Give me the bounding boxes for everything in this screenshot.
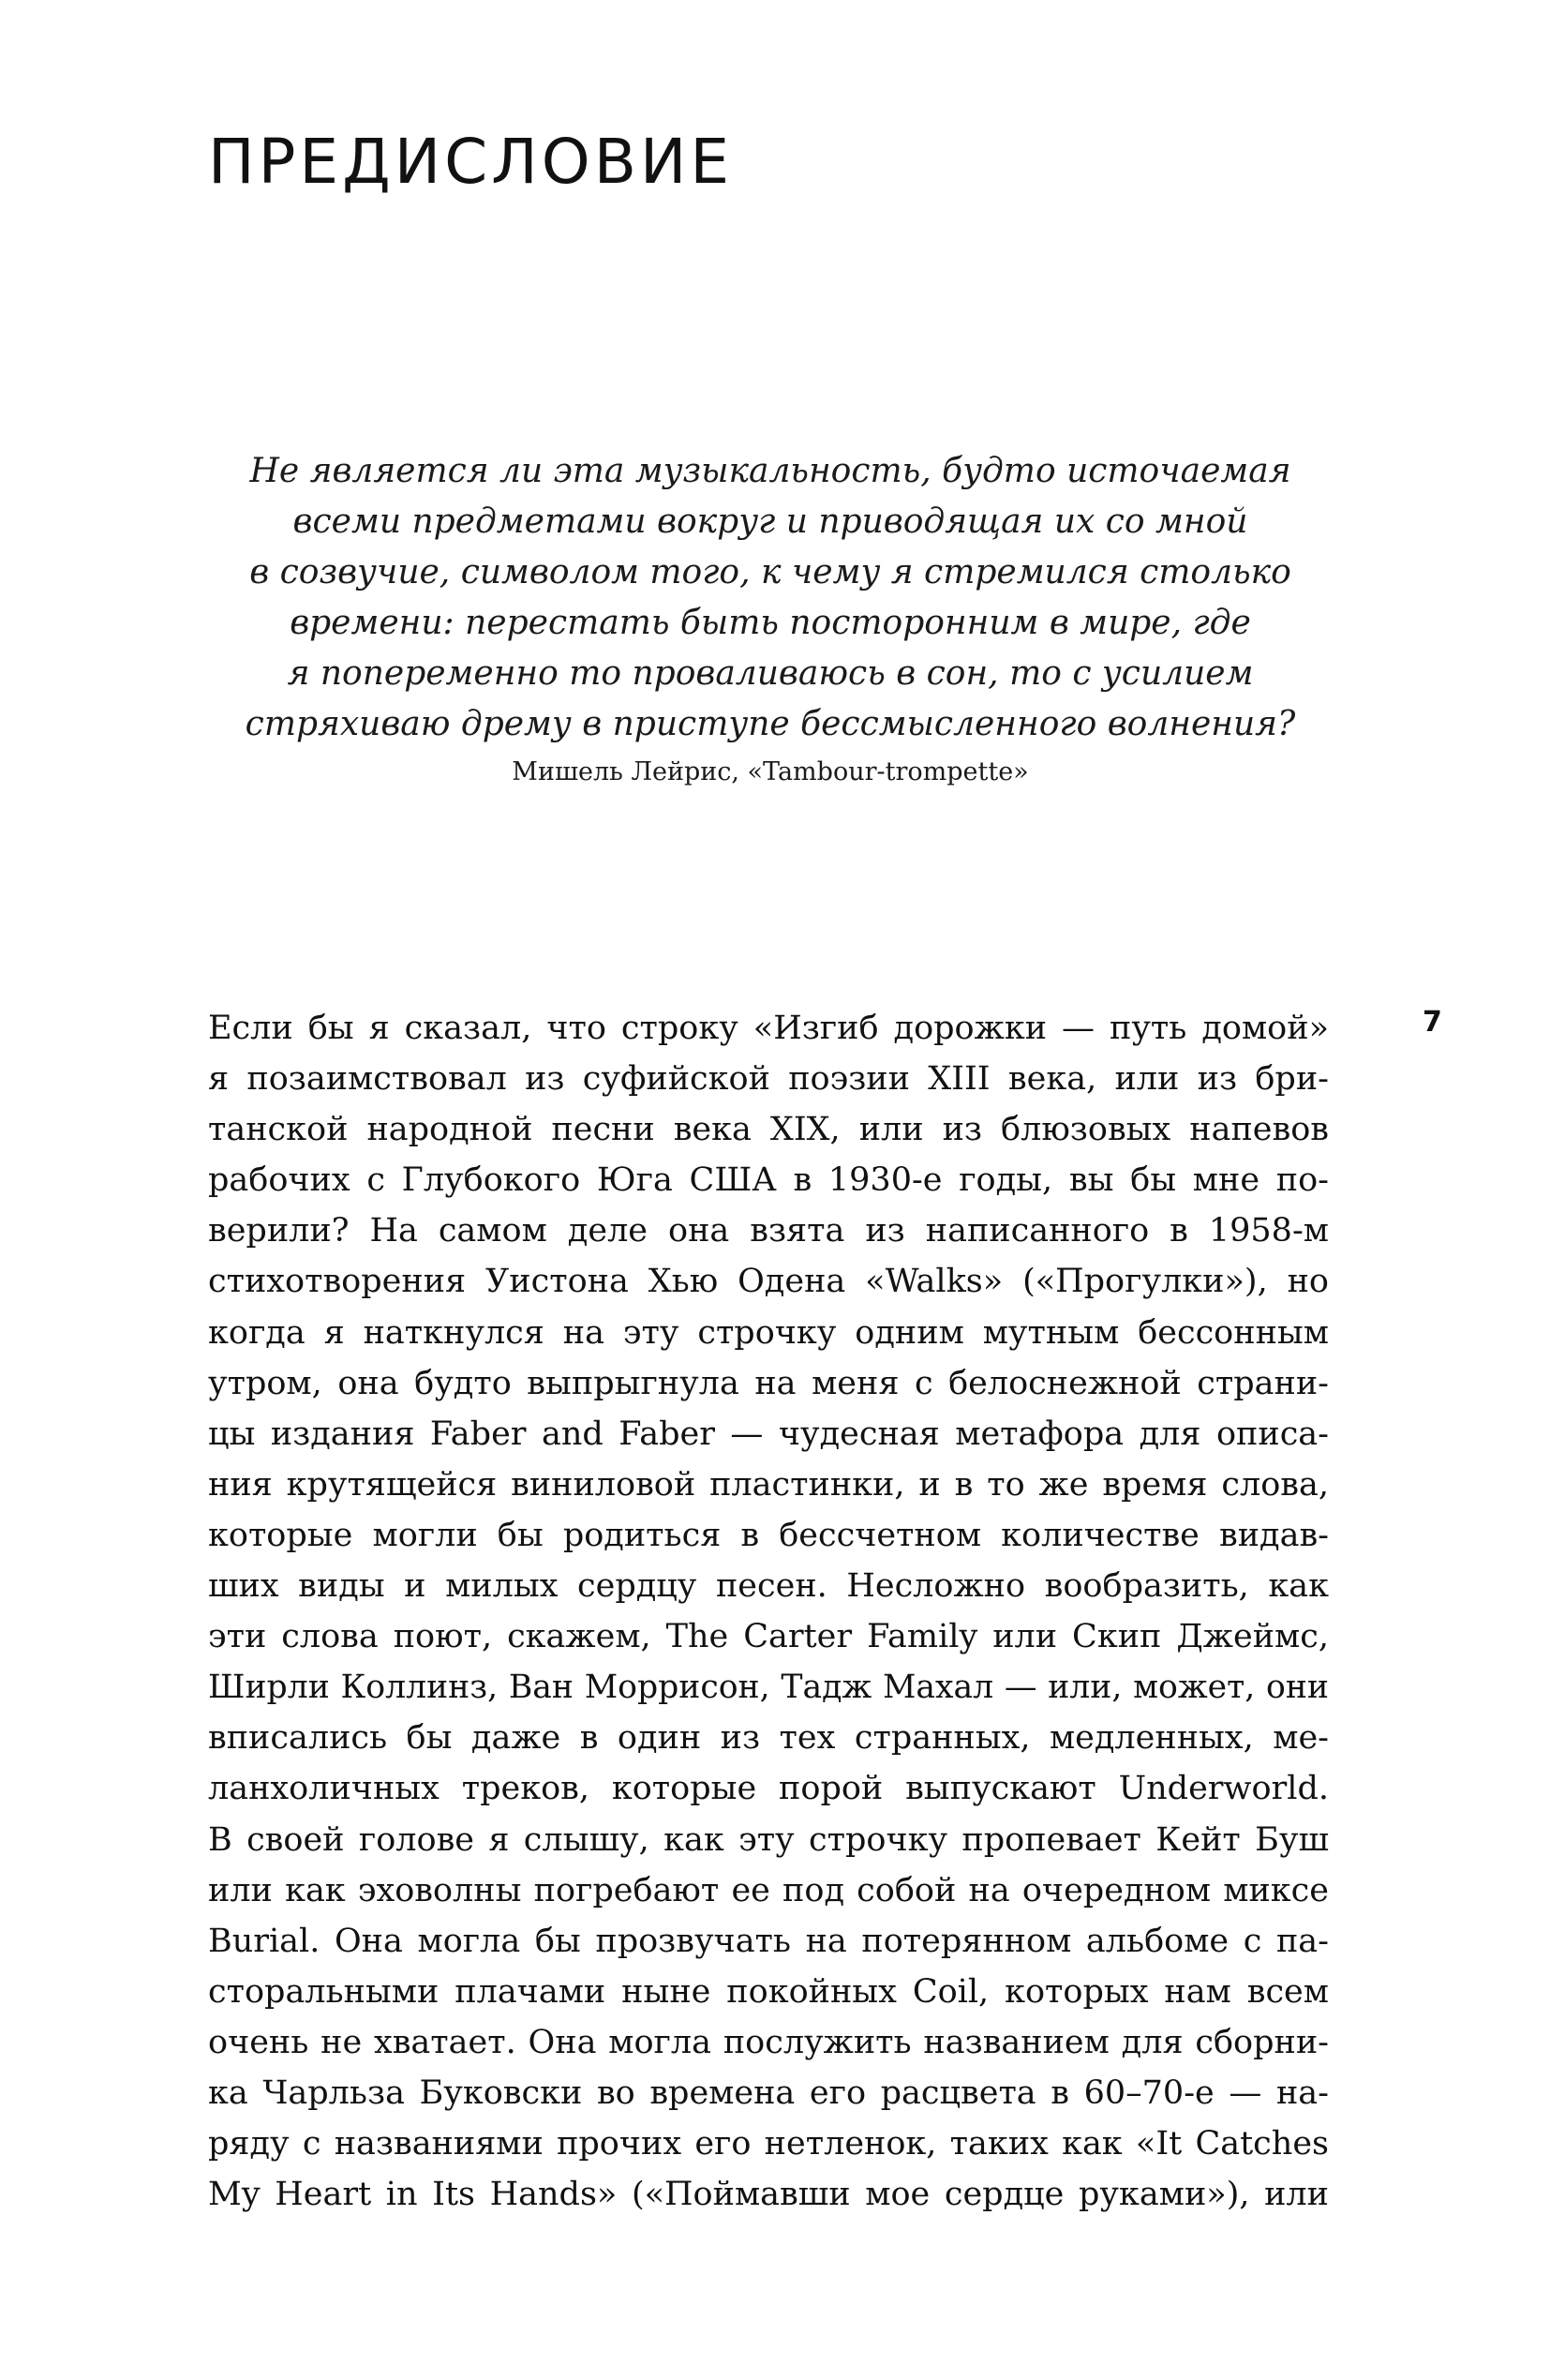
- body-line: танской народной песни века XIX, или из блюзовых напевов: [208, 1111, 1329, 1149]
- body-line: ланхоличных треков, которые порой выпускают Underworld.: [208, 1770, 1329, 1808]
- epigraph-line: стряхиваю дрему в приступе бессмысленного волнения?: [245, 705, 1296, 743]
- body-line: очень не хватает. Она могла послужить названием для сборни-: [208, 2023, 1329, 2061]
- body-line: ка Чарльза Буковски во времена его расцвета в 60–70-е — на-: [208, 2073, 1329, 2112]
- body-line: утром, она будто выпрыгнула на меня с белоснежной страни-: [208, 1364, 1329, 1402]
- body-line: которые могли бы родиться в бессчетном количестве видав-: [208, 1516, 1329, 1554]
- body-line: цы издания Faber and Faber — чудесная метафора для описа-: [208, 1415, 1329, 1453]
- body-line: Burial. Она могла бы прозвучать на потерянном альбоме с па-: [208, 1922, 1329, 1960]
- body-line: стихотворения Уистона Хью Одена «Walks» («Прогулки»), но: [208, 1263, 1329, 1301]
- body-line: вписались бы даже в один из тех странных, медленных, ме-: [208, 1719, 1329, 1758]
- epigraph-line: Не является ли эта музыкальность, будто источаемая: [249, 452, 1291, 490]
- epigraph-line: всеми предметами вокруг и приводящая их со мной: [292, 502, 1248, 541]
- body-line: ряду с названиями прочих его нетленок, таких как «It Catches: [208, 2125, 1329, 2163]
- chapter-title: ПРЕДИСЛОВИЕ: [208, 126, 734, 198]
- body-line: или как эховолны погребают ее под собой на очередном миксе: [208, 1871, 1329, 1909]
- epigraph-line: в созвучие, символом того, к чему я стремился столько: [249, 553, 1291, 591]
- body-line: My Heart in Its Hands» («Поймавши мое сердце руками»), или: [208, 2176, 1329, 2214]
- epigraph-line: я попеременно то проваливаюсь в сон, то с усилием: [287, 654, 1254, 693]
- body-line: ния крутящейся виниловой пластинки, и в то же время слова,: [208, 1465, 1329, 1504]
- body-line: эти слова поют, скажем, The Carter Family или Скип Джеймс,: [208, 1618, 1329, 1656]
- body-line: рабочих с Глубокого Юга США в 1930-е годы, вы бы мне по-: [208, 1161, 1329, 1200]
- body-line: я позаимствовал из суфийской поэзии XIII века, или из бри-: [208, 1060, 1329, 1099]
- body-line: ших виды и милых сердцу песен. Несложно вообразить, как: [208, 1567, 1329, 1606]
- body-text: [208, 1003, 1329, 2220]
- body-line: когда я наткнулся на эту строчку одним мутным бессонным: [208, 1313, 1329, 1352]
- body-line: верили? На самом деле она взята из написанного в 1958-м: [208, 1212, 1329, 1250]
- epigraph: [208, 446, 1333, 793]
- body-line: Ширли Коллинз, Ван Моррисон, Тадж Махал — или, может, они: [208, 1669, 1329, 1707]
- body-line: Если бы я сказал, что строку «Изгиб дорожки — путь домой»: [208, 1010, 1329, 1047]
- page-number: 7: [1423, 1006, 1442, 1039]
- body-line: В своей голове я слышу, как эту строчку пропевает Кейт Буш: [208, 1820, 1329, 1859]
- epigraph-line: времени: перестать быть посторонним в мире, где: [290, 604, 1251, 642]
- epigraph-attribution: Мишель Лейрис, «Tambour-trompette»: [512, 757, 1029, 786]
- body-line: сторальными плачами ныне покойных Coil, которых нам всем: [208, 1972, 1329, 2011]
